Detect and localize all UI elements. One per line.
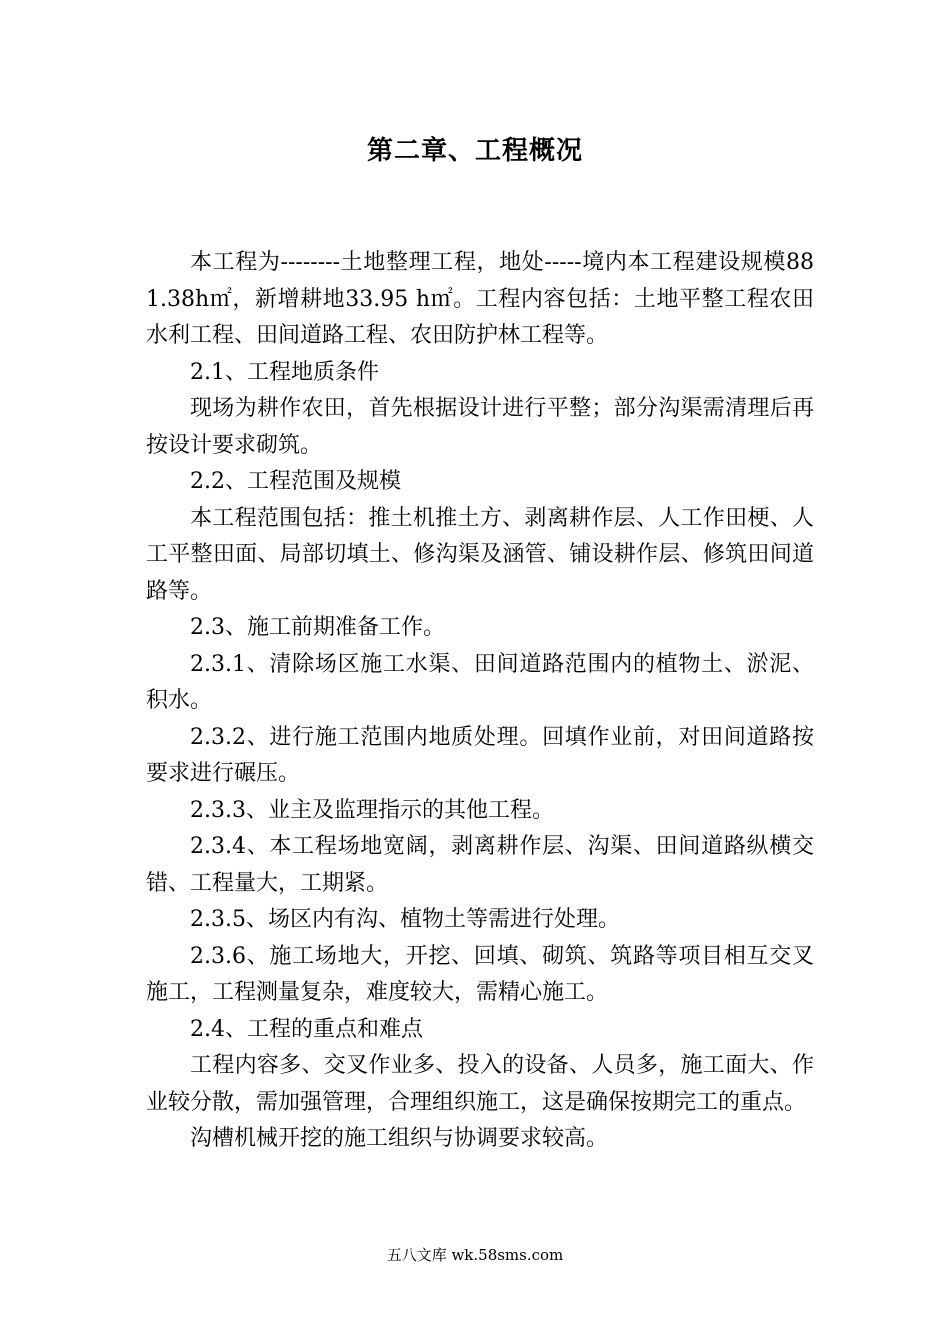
item-2-3-6: 2.3.6、施工场地大，开挖、回填、砌筑、筑路等项目相互交叉施工，工程测量复杂，难度较大，需精心施工。	[146, 943, 814, 1005]
section-heading-2-4: 2.4、工程的重点和难点	[190, 1016, 423, 1042]
section-heading-2-1: 2.1、工程地质条件	[190, 359, 379, 385]
item-2-3-1: 2.3.1、清除场区施工水渠、田间道路范围内的植物土、淤泥、积水。	[146, 651, 814, 713]
section-heading-2-2: 2.2、工程范围及规模	[190, 469, 401, 494]
item-2-3-4: 2.3.4、本工程场地宽阔，剥离耕作层、沟渠、田间道路纵横交错、工程量大，工期紧。	[146, 834, 814, 896]
chapter-title: 第二章、工程概况	[366, 136, 583, 166]
document-body	[146, 245, 814, 1158]
paragraph-geology: 现场为耕作农田，首先根据设计进行平整；部分沟渠需清理后再按设计要求砌筑。	[146, 396, 814, 458]
footer-watermark: 五八文库 wk.58sms.com	[386, 1246, 564, 1264]
paragraph-trench-excavation: 沟槽机械开挖的施工组织与协调要求较高。	[190, 1126, 609, 1151]
item-2-3-2: 2.3.2、进行施工范围内地质处理。回填作业前，对田间道路按要求进行碾压。	[146, 724, 814, 786]
item-2-3-3: 2.3.3、业主及监理指示的其他工程。	[190, 797, 554, 823]
section-heading-2-3: 2.3、施工前期准备工作。	[190, 615, 445, 640]
intro-paragraph: 本工程为--------土地整理工程，地处-----境内本工程建设规模881.38h㎡，新增耕地33.95 h㎡。工程内容包括：土地平整工程农田水利工程、田间道路工程、农田防护林工程等。	[146, 250, 814, 348]
paragraph-scope: 本工程范围包括：推土机推土方、剥离耕作层、人工作田梗、人工平整田面、局部切填土、修沟渠及涵管、铺设耕作层、修筑田间道路等。	[146, 505, 814, 604]
item-2-3-5: 2.3.5、场区内有沟、植物土等需进行处理。	[190, 907, 620, 932]
paragraph-key-points: 工程内容多、交叉作业多、投入的设备、人员多，施工面大、作业较分散，需加强管理，合理组织施工，这是确保按期完工的重点。	[146, 1053, 814, 1115]
